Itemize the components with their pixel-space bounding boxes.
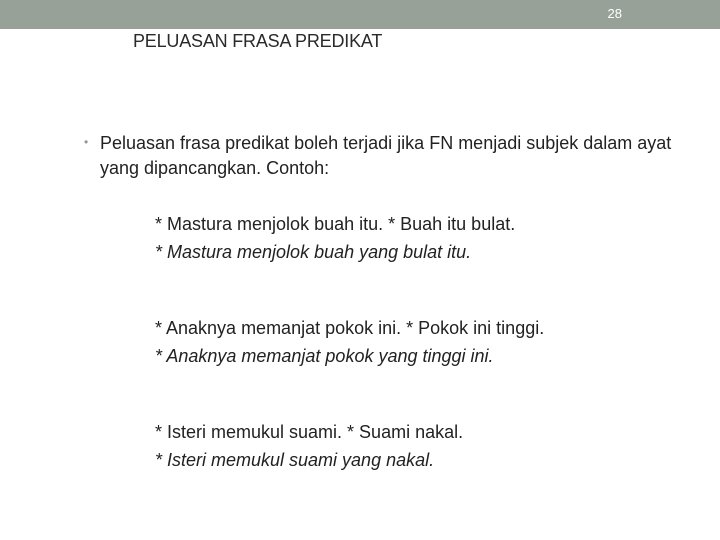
example-combined: * Anaknya memanjat pokok yang tinggi ini. bbox=[155, 346, 494, 366]
bullet-point bbox=[84, 131, 684, 181]
example-combined: * Mastura menjolok buah yang bulat itu. bbox=[155, 242, 472, 262]
examples-list bbox=[155, 210, 675, 522]
example-sentences: * Isteri memukul suami. * Suami nakal. bbox=[155, 422, 464, 442]
bullet-text: Peluasan frasa predikat boleh terjadi jika FN menjadi subjek dalam ayat yang dipancangkan. Contoh: bbox=[100, 133, 672, 178]
example-sentences: * Anaknya memanjat pokok ini. * Pokok ini tinggi. bbox=[155, 318, 545, 338]
example-group bbox=[155, 210, 675, 266]
example-sentences: * Mastura menjolok buah itu. * Buah itu bulat. bbox=[155, 214, 516, 234]
example-group bbox=[155, 418, 675, 474]
example-combined: * Isteri memukul suami yang nakal. bbox=[155, 450, 435, 470]
example-group bbox=[155, 314, 675, 370]
bullet-dot-icon: • bbox=[84, 135, 89, 149]
slide-title: PELUASAN FRASA PREDIKAT bbox=[133, 31, 383, 51]
top-bar bbox=[0, 0, 720, 29]
page-number: 28 bbox=[607, 6, 622, 21]
